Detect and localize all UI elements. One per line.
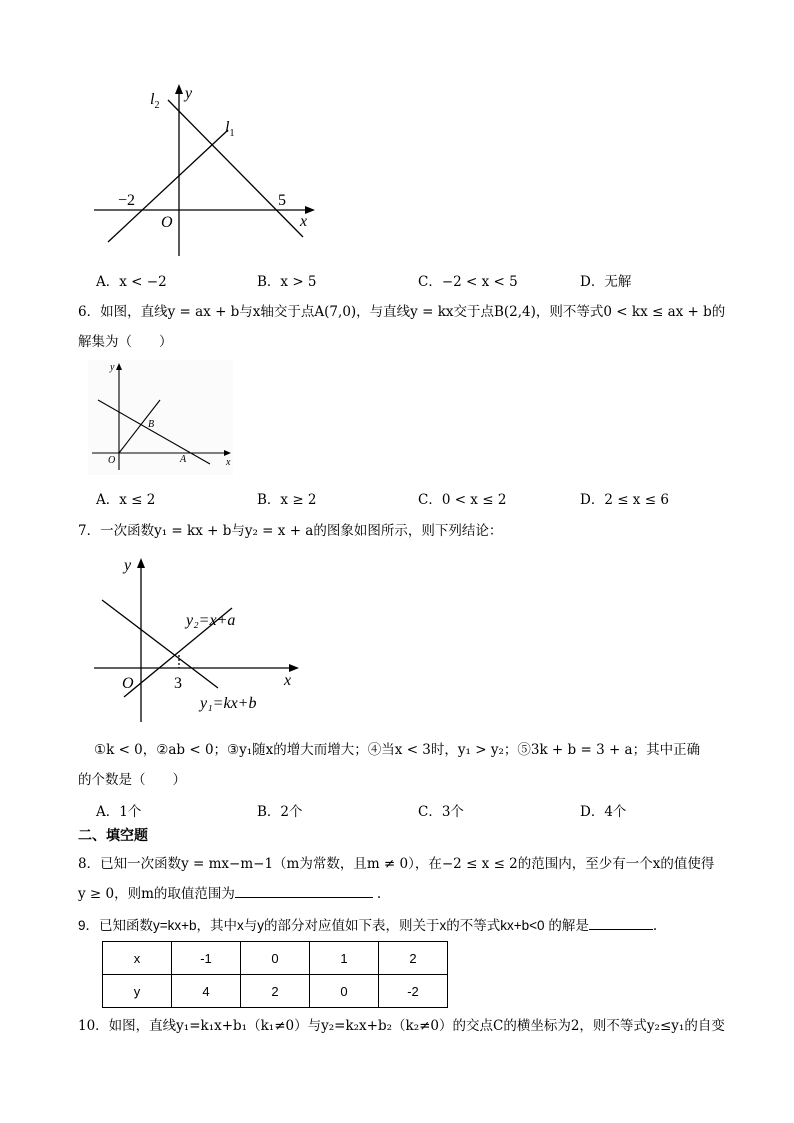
q8-answer-blank[interactable] — [235, 883, 373, 898]
y-axis-arrow — [175, 84, 183, 94]
l2-label: l — [150, 91, 155, 108]
table-cell: 2 — [379, 942, 448, 975]
table-cell: -2 — [379, 975, 448, 1008]
y-label: y — [110, 362, 115, 373]
tick-label-minus2: −2 — [118, 192, 136, 209]
y-label: y — [185, 85, 193, 102]
svg-text:l1 — [225, 119, 234, 139]
q6-option-d[interactable]: D．2 ≤ x ≤ 6 — [580, 492, 669, 508]
q8-stem-text: y ≥ 0，则m的取值范围为 — [78, 886, 235, 902]
table-cell: 0 — [310, 975, 379, 1008]
table-cell: -1 — [172, 942, 241, 975]
q8-stem-line1: 8．已知一次函数y = mx−m−1（m为常数，且m ≠ 0），在−2 ≤ x ≤ 2的范围内，至少有一个x的值使得 — [78, 856, 715, 872]
table-cell: 2 — [241, 975, 310, 1008]
x-label: x — [226, 457, 231, 468]
q8-period: . — [376, 886, 382, 902]
x-label: x — [300, 213, 308, 230]
table-row — [103, 975, 448, 1008]
y2-equation-label: y₂=x+a — [186, 612, 236, 629]
tick-label-3: 3 — [174, 675, 182, 692]
figure-q5 — [88, 80, 328, 265]
q9-stem: 9．已知函数y=kx+b，其中x与y的部分对应值如下表，则关于x的不等式kx+b<0 的解是 — [78, 918, 589, 933]
y1-equation-label: y₁=kx+b — [200, 695, 257, 712]
origin-label: O — [122, 675, 134, 692]
svg-text:l2 — [150, 91, 159, 111]
table-cell: x — [103, 942, 172, 975]
origin-label: O — [161, 214, 173, 231]
q6-stem-line1: 6．如图，直线y = ax + b与x轴交于点A(7,0)，与直线y = kx交于点B(2,4)，则不等式0 < kx ≤ ax + b的 — [78, 304, 726, 320]
tick-label-5: 5 — [278, 192, 286, 209]
q6-option-a[interactable]: A．x ≤ 2 — [96, 492, 156, 508]
point-a-label: A — [180, 454, 187, 465]
q9-stem-line — [78, 914, 657, 934]
q7-stem: 7．一次函数y₁ = kx + b与y₂ = x + a的图象如图所示，则下列结论： — [78, 523, 503, 539]
q9-period: . — [652, 918, 658, 934]
point-b-label: B — [148, 419, 155, 430]
q9-answer-blank[interactable] — [589, 915, 653, 930]
q6-stem-line2: 解集为（ ） — [78, 334, 173, 350]
origin-label: O — [108, 455, 116, 466]
q7-conclusions-line1: ①k < 0，②ab < 0；③y₁随x的增大而增大；④当x < 3时，y₁ > y₂；⑤3k + b = 3 + a；其中正确 — [94, 742, 701, 758]
table-cell: y — [103, 975, 172, 1008]
x-axis-arrow — [289, 664, 299, 672]
figure-q7 — [88, 550, 313, 728]
q5-option-d[interactable]: D．无解 — [580, 274, 632, 290]
q7-option-b[interactable]: B．2个 — [257, 804, 303, 820]
table-row — [103, 942, 448, 975]
q10-stem-line: 10．如图，直线y₁=k₁x+b₁（k₁≠0）与y₂=k₂x+b₂（k₂≠0）的交点C的横坐标为2，则不等式y₂≤y₁的自变 — [78, 1018, 725, 1034]
q6-option-c[interactable]: C．0 < x ≤ 2 — [418, 492, 507, 508]
y-axis-arrow — [137, 558, 145, 568]
q7-option-a[interactable]: A．1个 — [96, 804, 142, 820]
figure-q6 — [88, 360, 233, 475]
q7-option-d[interactable]: D．4个 — [580, 804, 627, 820]
q5-option-b[interactable]: B．x > 5 — [257, 274, 317, 290]
section-heading-fill-in: 二、填空题 — [78, 828, 148, 844]
line-l2 — [168, 100, 303, 237]
table-cell: 4 — [172, 975, 241, 1008]
l2-subscript: 2 — [154, 100, 160, 111]
q9-value-table — [102, 941, 448, 1008]
table-cell: 1 — [310, 942, 379, 975]
l1-label: l — [225, 119, 230, 136]
table-cell: 0 — [241, 942, 310, 975]
q7-conclusions-line2: 的个数是（ ） — [78, 772, 186, 788]
l1-subscript: 1 — [229, 128, 235, 139]
q5-option-c[interactable]: C．−2 < x < 5 — [418, 274, 518, 290]
x-label: x — [284, 672, 292, 689]
y-label: y — [124, 557, 132, 574]
q6-option-b[interactable]: B．x ≥ 2 — [257, 492, 317, 508]
q8-stem-line2 — [78, 882, 381, 902]
q5-option-a[interactable]: A．x < −2 — [96, 274, 167, 290]
q7-option-c[interactable]: C．3个 — [418, 804, 464, 820]
